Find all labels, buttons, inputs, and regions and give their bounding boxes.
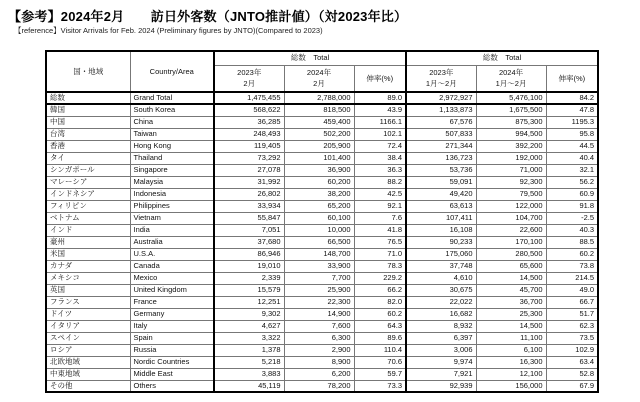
- country-name-en-cell: Indonesia: [130, 188, 214, 200]
- janfeb-2023-value-cell: 67,576: [406, 116, 476, 128]
- feb-2024-value-cell: 205,900: [284, 140, 354, 152]
- feb-2024-value-cell: 66,500: [284, 236, 354, 248]
- janfeb-2024-value-cell: 6,100: [476, 344, 546, 356]
- growth-feb-cell: 73.3: [354, 380, 406, 392]
- growth-janfeb-cell: 60.2: [546, 248, 598, 260]
- country-name-en-cell: Philippines: [130, 200, 214, 212]
- table-row: [46, 140, 598, 152]
- feb-2024-value-cell: 33,900: [284, 260, 354, 272]
- country-name-en-cell: Italy: [130, 320, 214, 332]
- page-subtitle: 【reference】Visitor Arrivals for Feb. 2024 (Preliminary figures by JNTO)(Compared to 2023): [14, 26, 323, 35]
- growth-feb-cell: 89.0: [354, 92, 406, 104]
- country-name-jp-cell: インド: [46, 224, 130, 236]
- growth-janfeb-cell: 73.5: [546, 332, 598, 344]
- header-group-row: [46, 51, 598, 65]
- visitor-arrivals-table: [45, 50, 599, 393]
- country-name-en-cell: Russia: [130, 344, 214, 356]
- feb-2023-value-cell: 3,322: [214, 332, 284, 344]
- country-name-en-cell: Vietnam: [130, 212, 214, 224]
- table-row: [46, 104, 598, 116]
- growth-janfeb-cell: 40.4: [546, 152, 598, 164]
- growth-janfeb-cell: 73.8: [546, 260, 598, 272]
- feb-2024-value-cell: 818,500: [284, 104, 354, 116]
- janfeb-2023-value-cell: 3,006: [406, 344, 476, 356]
- janfeb-2024-value-cell: 5,476,100: [476, 92, 546, 104]
- janfeb-2023-value-cell: 30,675: [406, 284, 476, 296]
- janfeb-2023-value-cell: 4,610: [406, 272, 476, 284]
- growth-feb-cell: 43.9: [354, 104, 406, 116]
- growth-feb-cell: 72.4: [354, 140, 406, 152]
- table-row: [46, 380, 598, 392]
- country-name-jp-cell: 台湾: [46, 128, 130, 140]
- janfeb-2023-value-cell: 507,833: [406, 128, 476, 140]
- growth-feb-cell: 110.4: [354, 344, 406, 356]
- column-header-growth-janfeb: 伸率(%): [546, 65, 598, 92]
- feb-2024-value-cell: 459,400: [284, 116, 354, 128]
- janfeb-2023-value-cell: 49,420: [406, 188, 476, 200]
- growth-feb-cell: 70.6: [354, 356, 406, 368]
- country-name-jp-cell: ロシア: [46, 344, 130, 356]
- country-name-jp-cell: 香港: [46, 140, 130, 152]
- feb-2024-value-cell: 2,788,000: [284, 92, 354, 104]
- growth-feb-cell: 229.2: [354, 272, 406, 284]
- feb-2023-value-cell: 45,119: [214, 380, 284, 392]
- feb-2023-value-cell: 31,992: [214, 176, 284, 188]
- country-name-en-cell: France: [130, 296, 214, 308]
- janfeb-2024-value-cell: 79,500: [476, 188, 546, 200]
- growth-feb-cell: 7.6: [354, 212, 406, 224]
- table-row: [46, 332, 598, 344]
- country-name-jp-cell: マレーシア: [46, 176, 130, 188]
- janfeb-2024-value-cell: 192,000: [476, 152, 546, 164]
- janfeb-2024-value-cell: 392,200: [476, 140, 546, 152]
- page-title: 【参考】2024年2月 訪日外客数（JNTO推計値）（対2023年比）: [8, 9, 408, 24]
- country-name-jp-cell: シンガポール: [46, 164, 130, 176]
- feb-2023-value-cell: 55,847: [214, 212, 284, 224]
- growth-feb-cell: 59.7: [354, 368, 406, 380]
- country-name-en-cell: Spain: [130, 332, 214, 344]
- table-row: [46, 320, 598, 332]
- feb-2024-value-cell: 502,200: [284, 128, 354, 140]
- growth-janfeb-cell: 63.4: [546, 356, 598, 368]
- growth-janfeb-cell: 44.5: [546, 140, 598, 152]
- table-row: [46, 224, 598, 236]
- feb-2024-value-cell: 65,200: [284, 200, 354, 212]
- feb-2024-value-cell: 7,700: [284, 272, 354, 284]
- feb-2023-value-cell: 4,627: [214, 320, 284, 332]
- feb-2024-value-cell: 60,200: [284, 176, 354, 188]
- table-row: [46, 356, 598, 368]
- growth-janfeb-cell: 56.2: [546, 176, 598, 188]
- feb-2024-value-cell: 14,900: [284, 308, 354, 320]
- janfeb-2023-value-cell: 1,133,873: [406, 104, 476, 116]
- janfeb-2024-value-cell: 875,300: [476, 116, 546, 128]
- column-header-country-jp: 国・地域: [46, 51, 130, 92]
- growth-janfeb-cell: 47.8: [546, 104, 598, 116]
- janfeb-2023-value-cell: 2,972,927: [406, 92, 476, 104]
- feb-2024-value-cell: 10,000: [284, 224, 354, 236]
- country-name-jp-cell: 中国: [46, 116, 130, 128]
- janfeb-2024-value-cell: 994,500: [476, 128, 546, 140]
- growth-feb-cell: 92.1: [354, 200, 406, 212]
- growth-janfeb-cell: 62.3: [546, 320, 598, 332]
- janfeb-2024-value-cell: 65,600: [476, 260, 546, 272]
- growth-feb-cell: 36.3: [354, 164, 406, 176]
- feb-2024-value-cell: 38,200: [284, 188, 354, 200]
- country-name-en-cell: China: [130, 116, 214, 128]
- growth-feb-cell: 66.2: [354, 284, 406, 296]
- country-name-jp-cell: フィリピン: [46, 200, 130, 212]
- janfeb-2024-value-cell: 1,675,500: [476, 104, 546, 116]
- janfeb-2024-value-cell: 170,100: [476, 236, 546, 248]
- table-row: [46, 164, 598, 176]
- feb-2023-value-cell: 33,934: [214, 200, 284, 212]
- feb-2023-value-cell: 1,378: [214, 344, 284, 356]
- country-name-jp-cell: ドイツ: [46, 308, 130, 320]
- feb-2024-value-cell: 6,200: [284, 368, 354, 380]
- table-row: [46, 284, 598, 296]
- feb-2023-value-cell: 15,579: [214, 284, 284, 296]
- feb-2024-value-cell: 78,200: [284, 380, 354, 392]
- janfeb-2023-value-cell: 53,736: [406, 164, 476, 176]
- feb-2024-value-cell: 101,400: [284, 152, 354, 164]
- country-name-en-cell: Germany: [130, 308, 214, 320]
- growth-janfeb-cell: 40.3: [546, 224, 598, 236]
- growth-janfeb-cell: 88.5: [546, 236, 598, 248]
- growth-feb-cell: 38.4: [354, 152, 406, 164]
- country-name-jp-cell: 中東地域: [46, 368, 130, 380]
- feb-2023-value-cell: 248,493: [214, 128, 284, 140]
- growth-feb-cell: 82.0: [354, 296, 406, 308]
- feb-2023-value-cell: 568,622: [214, 104, 284, 116]
- janfeb-2024-value-cell: 14,500: [476, 272, 546, 284]
- country-name-en-cell: India: [130, 224, 214, 236]
- table-row: [46, 116, 598, 128]
- growth-feb-cell: 71.0: [354, 248, 406, 260]
- country-name-jp-cell: 豪州: [46, 236, 130, 248]
- growth-feb-cell: 42.5: [354, 188, 406, 200]
- feb-2023-value-cell: 119,405: [214, 140, 284, 152]
- country-name-jp-cell: 北欧地域: [46, 356, 130, 368]
- feb-2023-value-cell: 36,285: [214, 116, 284, 128]
- growth-janfeb-cell: 95.8: [546, 128, 598, 140]
- feb-2024-value-cell: 8,900: [284, 356, 354, 368]
- country-name-en-cell: Grand Total: [130, 92, 214, 104]
- janfeb-2023-value-cell: 175,060: [406, 248, 476, 260]
- table-row: [46, 200, 598, 212]
- feb-2023-value-cell: 3,883: [214, 368, 284, 380]
- growth-janfeb-cell: 60.9: [546, 188, 598, 200]
- table-row: [46, 248, 598, 260]
- country-name-en-cell: Middle East: [130, 368, 214, 380]
- janfeb-2024-value-cell: 36,700: [476, 296, 546, 308]
- country-name-en-cell: Australia: [130, 236, 214, 248]
- growth-feb-cell: 78.3: [354, 260, 406, 272]
- country-name-en-cell: Malaysia: [130, 176, 214, 188]
- table-body: [46, 92, 598, 392]
- country-name-en-cell: Mexico: [130, 272, 214, 284]
- janfeb-2023-value-cell: 9,974: [406, 356, 476, 368]
- janfeb-2023-value-cell: 107,411: [406, 212, 476, 224]
- growth-janfeb-cell: 32.1: [546, 164, 598, 176]
- table-row: [46, 152, 598, 164]
- country-name-en-cell: Hong Kong: [130, 140, 214, 152]
- country-name-jp-cell: タイ: [46, 152, 130, 164]
- feb-2023-value-cell: 26,802: [214, 188, 284, 200]
- janfeb-2024-value-cell: 45,700: [476, 284, 546, 296]
- table-row: [46, 128, 598, 140]
- country-name-jp-cell: フランス: [46, 296, 130, 308]
- country-name-jp-cell: その他: [46, 380, 130, 392]
- country-name-en-cell: Singapore: [130, 164, 214, 176]
- country-name-jp-cell: イタリア: [46, 320, 130, 332]
- feb-2023-value-cell: 73,292: [214, 152, 284, 164]
- janfeb-2024-value-cell: 92,300: [476, 176, 546, 188]
- feb-2023-value-cell: 86,946: [214, 248, 284, 260]
- feb-2024-value-cell: 148,700: [284, 248, 354, 260]
- janfeb-2024-value-cell: 25,300: [476, 308, 546, 320]
- table-row: [46, 344, 598, 356]
- growth-janfeb-cell: 1195.3: [546, 116, 598, 128]
- feb-2024-value-cell: 60,100: [284, 212, 354, 224]
- janfeb-2024-value-cell: 280,500: [476, 248, 546, 260]
- janfeb-2024-value-cell: 22,600: [476, 224, 546, 236]
- column-header-feb-2023: 2023年 2月: [214, 65, 284, 92]
- growth-feb-cell: 102.1: [354, 128, 406, 140]
- janfeb-2023-value-cell: 6,397: [406, 332, 476, 344]
- feb-2024-value-cell: 22,300: [284, 296, 354, 308]
- growth-feb-cell: 64.3: [354, 320, 406, 332]
- table-row: [46, 272, 598, 284]
- growth-feb-cell: 1166.1: [354, 116, 406, 128]
- country-name-jp-cell: ベトナム: [46, 212, 130, 224]
- table-row: [46, 296, 598, 308]
- feb-2023-value-cell: 37,680: [214, 236, 284, 248]
- table-row: [46, 212, 598, 224]
- table-row: [46, 176, 598, 188]
- column-header-growth-feb: 伸率(%): [354, 65, 406, 92]
- feb-2024-value-cell: 25,900: [284, 284, 354, 296]
- country-name-jp-cell: 総数: [46, 92, 130, 104]
- country-name-jp-cell: インドネシア: [46, 188, 130, 200]
- janfeb-2023-value-cell: 7,921: [406, 368, 476, 380]
- growth-janfeb-cell: 84.2: [546, 92, 598, 104]
- column-header-janfeb-2023: 2023年 1月～2月: [406, 65, 476, 92]
- janfeb-2024-value-cell: 14,500: [476, 320, 546, 332]
- feb-2023-value-cell: 2,339: [214, 272, 284, 284]
- janfeb-2024-value-cell: 16,300: [476, 356, 546, 368]
- column-header-country-en: Country/Area: [130, 51, 214, 92]
- country-name-jp-cell: 韓国: [46, 104, 130, 116]
- group-header-total-janfeb: 総数 Total: [406, 51, 598, 65]
- country-name-jp-cell: 米国: [46, 248, 130, 260]
- feb-2023-value-cell: 12,251: [214, 296, 284, 308]
- feb-2023-value-cell: 1,475,455: [214, 92, 284, 104]
- feb-2023-value-cell: 9,302: [214, 308, 284, 320]
- group-header-total-feb: 総数 Total: [214, 51, 406, 65]
- janfeb-2024-value-cell: 156,000: [476, 380, 546, 392]
- feb-2023-value-cell: 7,051: [214, 224, 284, 236]
- column-header-janfeb-2024: 2024年 1月～2月: [476, 65, 546, 92]
- growth-feb-cell: 88.2: [354, 176, 406, 188]
- growth-janfeb-cell: 51.7: [546, 308, 598, 320]
- feb-2023-value-cell: 5,218: [214, 356, 284, 368]
- janfeb-2023-value-cell: 8,932: [406, 320, 476, 332]
- table-row: [46, 92, 598, 104]
- janfeb-2024-value-cell: 71,000: [476, 164, 546, 176]
- growth-janfeb-cell: 52.8: [546, 368, 598, 380]
- janfeb-2023-value-cell: 271,344: [406, 140, 476, 152]
- feb-2024-value-cell: 2,900: [284, 344, 354, 356]
- janfeb-2023-value-cell: 136,723: [406, 152, 476, 164]
- growth-janfeb-cell: 66.7: [546, 296, 598, 308]
- janfeb-2024-value-cell: 11,100: [476, 332, 546, 344]
- janfeb-2024-value-cell: 12,100: [476, 368, 546, 380]
- growth-feb-cell: 41.8: [354, 224, 406, 236]
- growth-feb-cell: 89.6: [354, 332, 406, 344]
- growth-feb-cell: 76.5: [354, 236, 406, 248]
- table-row: [46, 368, 598, 380]
- country-name-en-cell: Others: [130, 380, 214, 392]
- table-row: [46, 236, 598, 248]
- growth-janfeb-cell: 49.0: [546, 284, 598, 296]
- feb-2024-value-cell: 7,600: [284, 320, 354, 332]
- country-name-en-cell: Taiwan: [130, 128, 214, 140]
- feb-2024-value-cell: 36,900: [284, 164, 354, 176]
- table-row: [46, 188, 598, 200]
- country-name-en-cell: U.S.A.: [130, 248, 214, 260]
- column-header-feb-2024: 2024年 2月: [284, 65, 354, 92]
- feb-2023-value-cell: 19,010: [214, 260, 284, 272]
- growth-janfeb-cell: -2.5: [546, 212, 598, 224]
- country-name-en-cell: South Korea: [130, 104, 214, 116]
- janfeb-2024-value-cell: 104,700: [476, 212, 546, 224]
- country-name-en-cell: Canada: [130, 260, 214, 272]
- janfeb-2023-value-cell: 59,091: [406, 176, 476, 188]
- growth-feb-cell: 60.2: [354, 308, 406, 320]
- table-row: [46, 260, 598, 272]
- growth-janfeb-cell: 214.5: [546, 272, 598, 284]
- table-row: [46, 308, 598, 320]
- janfeb-2023-value-cell: 63,613: [406, 200, 476, 212]
- janfeb-2024-value-cell: 122,000: [476, 200, 546, 212]
- country-name-jp-cell: 英国: [46, 284, 130, 296]
- country-name-en-cell: Nordic Countries: [130, 356, 214, 368]
- janfeb-2023-value-cell: 16,108: [406, 224, 476, 236]
- country-name-jp-cell: スペイン: [46, 332, 130, 344]
- country-name-en-cell: Thailand: [130, 152, 214, 164]
- growth-janfeb-cell: 91.8: [546, 200, 598, 212]
- country-name-jp-cell: カナダ: [46, 260, 130, 272]
- growth-janfeb-cell: 67.9: [546, 380, 598, 392]
- janfeb-2023-value-cell: 16,682: [406, 308, 476, 320]
- growth-janfeb-cell: 102.9: [546, 344, 598, 356]
- janfeb-2023-value-cell: 90,233: [406, 236, 476, 248]
- feb-2024-value-cell: 6,300: [284, 332, 354, 344]
- janfeb-2023-value-cell: 37,748: [406, 260, 476, 272]
- country-name-jp-cell: メキシコ: [46, 272, 130, 284]
- janfeb-2023-value-cell: 92,939: [406, 380, 476, 392]
- janfeb-2023-value-cell: 22,022: [406, 296, 476, 308]
- feb-2023-value-cell: 27,078: [214, 164, 284, 176]
- country-name-en-cell: United Kingdom: [130, 284, 214, 296]
